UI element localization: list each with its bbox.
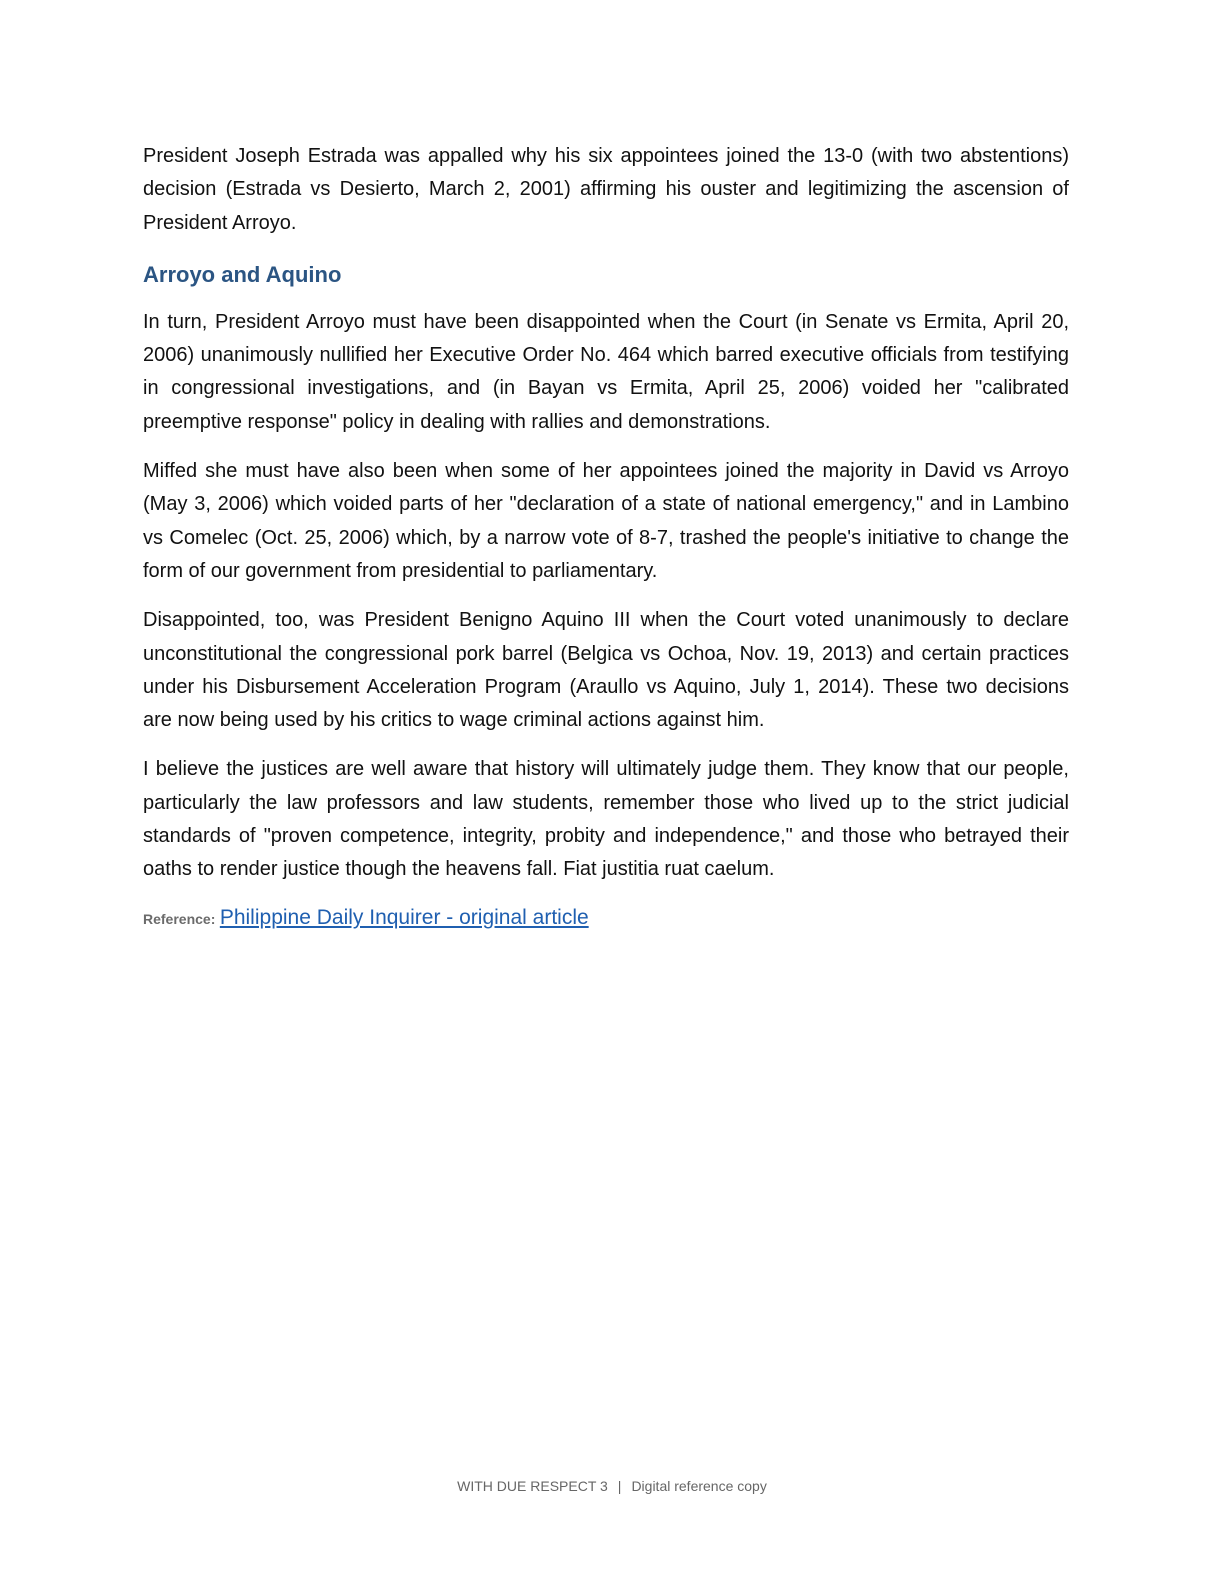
paragraph-arroyo-disappointed: In turn, President Arroyo must have been disappointed when the Court (in Senate vs Ermita, April 20, 2006) unanimously nullified her Executive Order No. 464 which barred executive officials from testifying in congressional investigations, and (in Bayan vs Ermita, April 25, 2006) voided her "calibrated preemptive response" policy in dealing with rallies and demonstrations.: [143, 310, 1069, 433]
reference-label: Reference:: [143, 910, 216, 927]
paragraph-aquino-disappointed: Disappointed, too, was President Benigno Aquino III when the Court voted unanimously to declare unconstitutional the congressional pork barrel (Belgica vs Ochoa, Nov. 19, 2013) and certain practices under his Disbursement Acceleration Program (Araullo vs Aquino, July 1, 2014). These two decisions are now being used by his critics to wage criminal actions against him.: [143, 609, 1069, 732]
footer-note: Digital reference copy: [631, 1478, 767, 1494]
reference-link[interactable]: Philippine Daily Inquirer - original article: [219, 905, 589, 929]
reference-line: [143, 903, 1069, 935]
section-heading: Arroyo and Aquino: [143, 261, 342, 287]
footer-separator: |: [617, 1478, 622, 1494]
document-body: [143, 140, 1069, 935]
footer-title: WITH DUE RESPECT 3: [457, 1478, 608, 1494]
paragraph-justices-history: I believe the justices are well aware that history will ultimately judge them. They know that our people, particularly the law professors and law students, remember those who lived up to the strict judicial standards of "proven competence, integrity, probity and independence," and those who betrayed their oaths to render justice though the heavens fall. Fiat justitia ruat caelum.: [143, 758, 1069, 881]
paragraph-estrada: President Joseph Estrada was appalled why his six appointees joined the 13-0 (with two abstentions) decision (Estrada vs Desierto, March 2, 2001) affirming his ouster and legitimizing the ascension of President Arroyo.: [143, 145, 1069, 234]
paragraph-arroyo-miffed: Miffed she must have also been when some of her appointees joined the majority in David vs Arroyo (May 3, 2006) which voided parts of her "declaration of a state of national emergency," and in Lambino vs Comelec (Oct. 25, 2006) which, by a narrow vote of 8-7, trashed the people's initiative to change the form of our government from presidential to parliamentary.: [143, 460, 1069, 582]
page-footer: [0, 1478, 1224, 1494]
